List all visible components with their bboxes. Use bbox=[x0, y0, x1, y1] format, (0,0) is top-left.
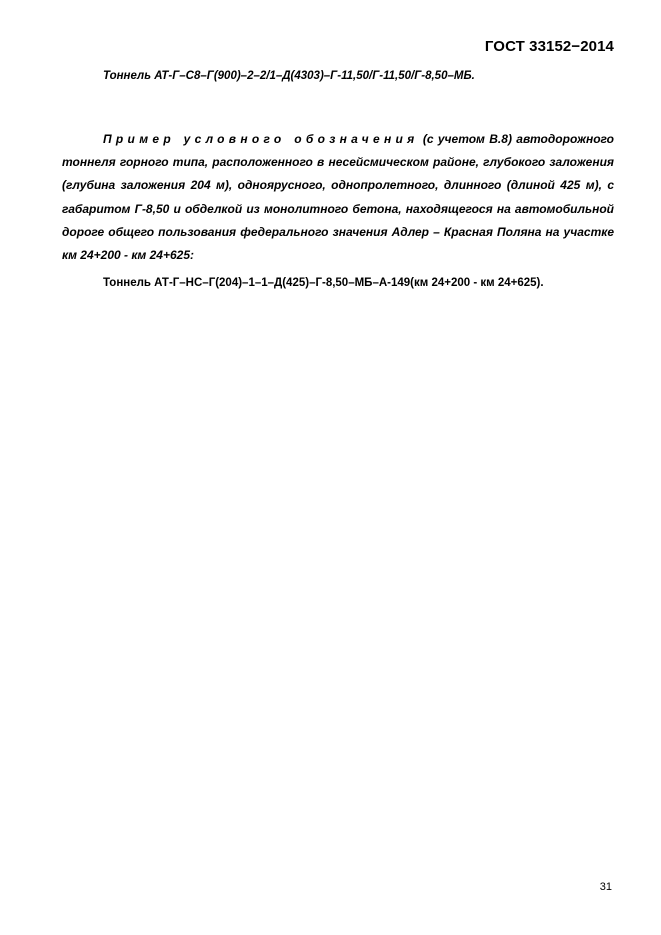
tunnel-designation-2: Тоннель АТ-Г–НС–Г(204)–1–1–Д(425)–Г-8,50–МБ–А-149(км 24+200 - км 24+625). bbox=[103, 277, 544, 289]
example-text: (с учетом В.8) автодорожного тоннеля горного типа, расположенного в несейсмическом районе, глубокого заложения (глубина заложения 204 м), одноярусного, однопролетного, длинного (длиной 425 м), с габаритом Г-8,50 и обделкой из монолитного бетона, находящегося на автомобильной дороге общего пользования федерального значения Адлер – Красная Поляна на участке км 24+200 - км 24+625: bbox=[62, 132, 614, 263]
example-paragraph bbox=[62, 128, 614, 267]
tunnel-designation-1: Тоннель АТ-Г–С8–Г(900)–2–2/1–Д(4303)–Г-11,50/Г-11,50/Г-8,50–МБ. bbox=[103, 70, 475, 82]
standard-code-header: ГОСТ 33152−2014 bbox=[484, 38, 614, 55]
example-heading: Пример условного обозначения bbox=[103, 132, 419, 146]
page-number: 31 bbox=[599, 881, 612, 893]
